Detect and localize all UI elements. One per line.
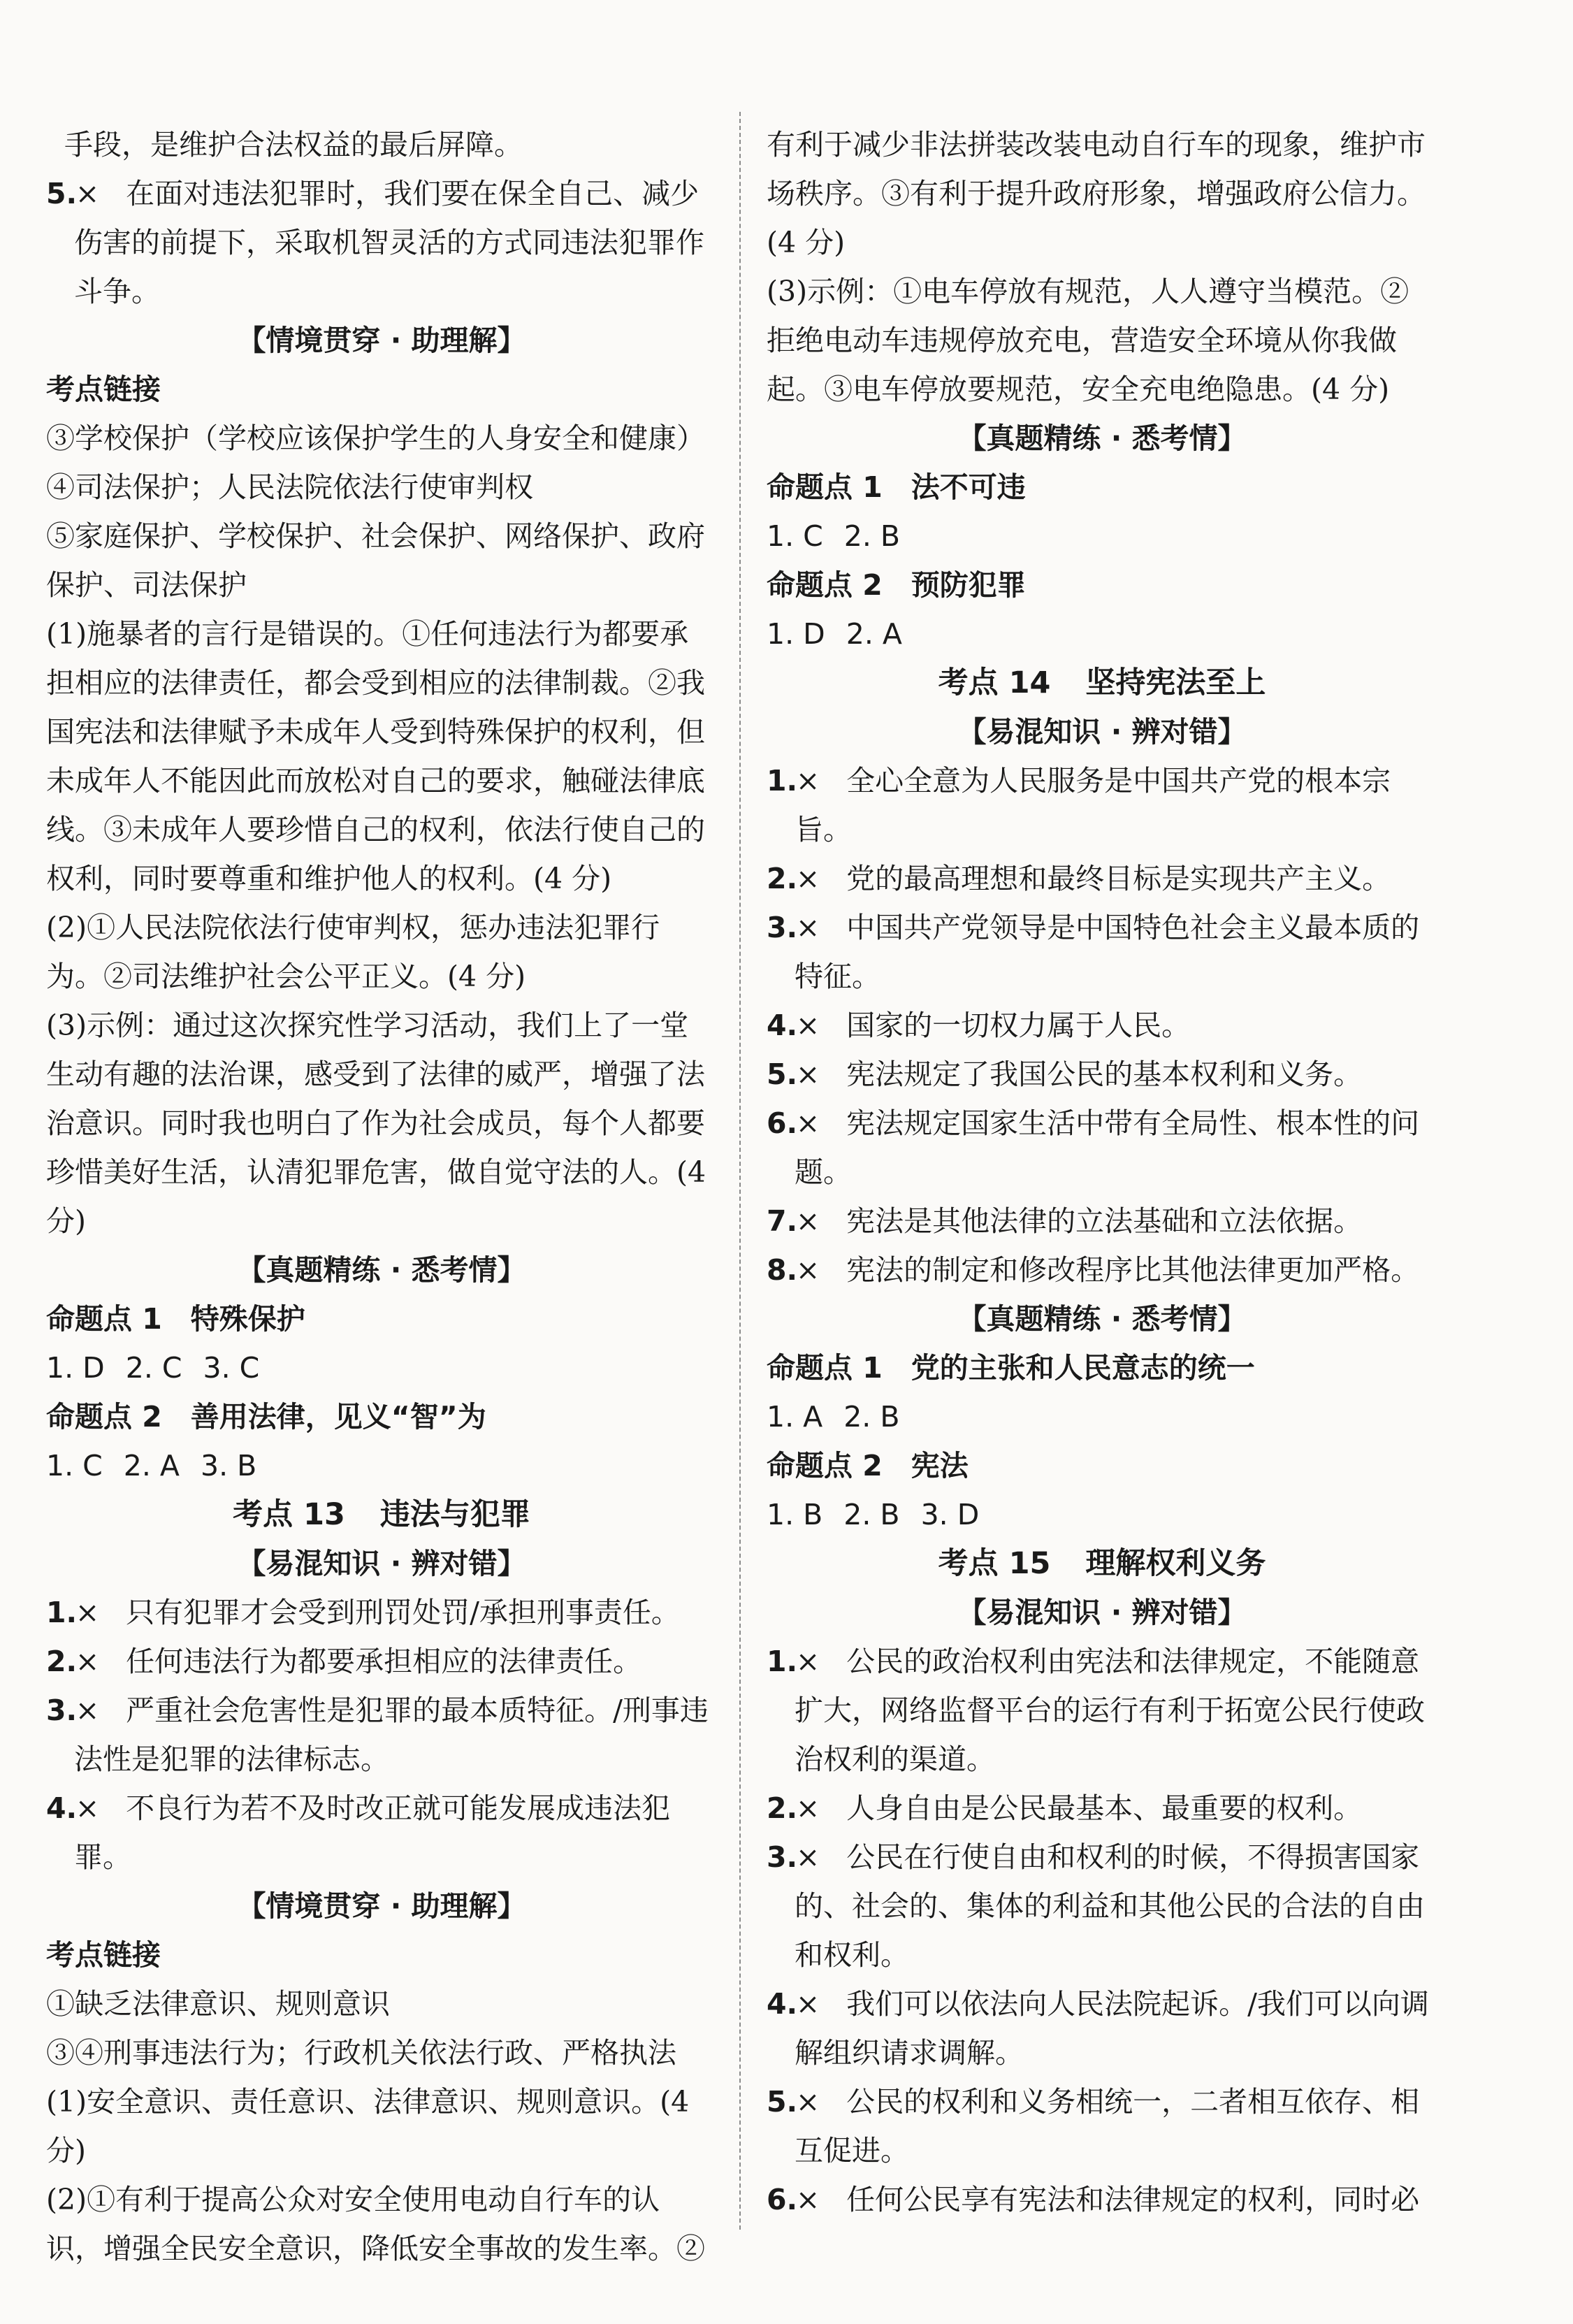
section-heading: 【真题精练 · 悉考情】: [237, 1253, 526, 1287]
text-paragraph: [767, 120, 1437, 267]
column-divider: [739, 112, 741, 2230]
topic-label: 命题点 1 党的主张和人民意志的统一: [767, 1351, 1255, 1385]
answer-choice: 2. C: [125, 1351, 182, 1385]
answer-choice: 3. B: [200, 1449, 257, 1482]
topic-label: 命题点 2 宪法: [767, 1449, 969, 1482]
answer-row: [767, 609, 1437, 658]
text-paragraph: [767, 267, 1437, 414]
wrong-mark: ×: [795, 1987, 820, 2021]
answer-item: [767, 756, 1437, 854]
item-number: 1.: [767, 764, 798, 797]
left-column: [46, 120, 717, 2273]
answer-choice: 2. B: [843, 1400, 900, 1434]
answer-choice: 2. B: [843, 519, 901, 553]
answer-item: [767, 1050, 1437, 1099]
answer-choice: 3. C: [203, 1351, 260, 1385]
answer-choice: 2. A: [123, 1449, 180, 1482]
topic-label: 命题点 2 善用法律，见义“智”为: [46, 1400, 486, 1434]
item-number: 4.: [46, 1791, 78, 1825]
text-paragraph: [46, 120, 717, 169]
wrong-mark: ×: [75, 1645, 100, 1678]
text-paragraph: [46, 1001, 717, 1246]
section-title: [767, 658, 1437, 707]
item-number: 2.: [767, 862, 798, 895]
item-text: 不良行为若不及时改正就可能发展成违法犯罪。: [74, 1791, 671, 1874]
item-text: 任何公民享有宪法和法律规定的权利，同时必: [846, 2183, 1420, 2216]
wrong-mark: ×: [795, 1840, 820, 1874]
text-paragraph: [46, 414, 717, 463]
wrong-mark: ×: [795, 2085, 820, 2119]
answer-item: [767, 1784, 1437, 1833]
item-text: 严重社会危害性是犯罪的最本质特征。/刑事违法性是犯罪的法律标志。: [74, 1694, 709, 1776]
wrong-mark: ×: [75, 1694, 100, 1727]
wrong-mark: ×: [795, 1058, 820, 1091]
item-number: 6.: [767, 2183, 798, 2216]
item-number: 2.: [46, 1645, 78, 1678]
wrong-mark: ×: [795, 1009, 820, 1042]
wrong-mark: ×: [75, 1791, 100, 1825]
answer-choice: 3. D: [920, 1498, 980, 1531]
answer-item: [46, 1588, 717, 1637]
item-number: 7.: [767, 1204, 798, 1238]
item-text: 党的最高理想和最终目标是实现共产主义。: [846, 862, 1391, 895]
wrong-mark: ×: [75, 1596, 100, 1629]
answer-choice: 1. B: [767, 1498, 823, 1531]
item-number: 3.: [46, 1694, 78, 1727]
wrong-mark: ×: [795, 1204, 820, 1238]
item-text: 公民在行使自由和权利的时候，不得损害国家的、社会的、集体的利益和其他公民的合法的自由和权利。: [795, 1840, 1425, 1972]
answer-item: [767, 903, 1437, 1001]
answer-row: [767, 1392, 1437, 1441]
answer-item: [767, 1637, 1437, 1784]
section-heading: 【易混知识 · 辨对错】: [237, 1547, 526, 1580]
wrong-mark: ×: [795, 911, 820, 944]
item-number: 4.: [767, 1987, 798, 2021]
section-heading: 【易混知识 · 辨对错】: [957, 1596, 1247, 1629]
answer-item: [767, 1833, 1437, 1979]
text-paragraph: [46, 2028, 717, 2077]
answer-row: [46, 1441, 717, 1490]
wrong-mark: ×: [795, 1645, 820, 1678]
wrong-mark: ×: [795, 1791, 820, 1825]
topic-label: 考点链接: [46, 1938, 161, 1972]
section-heading: 【情境贯穿 · 助理解】: [237, 324, 526, 357]
item-text: 宪法是其他法律的立法基础和立法依据。: [846, 1204, 1363, 1238]
section-name: 违法与犯罪: [379, 1497, 530, 1532]
item-number: 2.: [767, 1791, 798, 1825]
answer-row: [767, 1490, 1437, 1539]
topic-label: 考点链接: [46, 373, 161, 406]
section-title: [767, 1539, 1437, 1588]
wrong-mark: ×: [795, 764, 820, 797]
text-paragraph: [46, 512, 717, 609]
answer-item: [767, 854, 1437, 903]
item-text: 只有犯罪才会受到刑罚处罚/承担刑事责任。: [126, 1596, 680, 1629]
item-text: 中国共产党领导是中国特色社会主义最本质的特征。: [795, 911, 1420, 993]
paragraph-text: (1)安全意识、责任意识、法律意识、规则意识。(4 分): [46, 2085, 690, 2167]
item-number: 5.: [767, 1058, 798, 1091]
item-text: 任何违法行为都要承担相应的法律责任。: [126, 1645, 642, 1678]
answer-item: [767, 2175, 1437, 2224]
answer-row: [46, 1343, 717, 1392]
answer-item: [767, 1001, 1437, 1050]
topic-label: 命题点 1 特殊保护: [46, 1302, 305, 1336]
wrong-mark: ×: [795, 862, 820, 895]
paragraph-text: (1)施暴者的言行是错误的。①任何违法行为都要承担相应的法律责任，都会受到相应的法律制裁。②我国宪法和法律赋予未成年人受到特殊保护的权利，但未成年人不能因此而放松对自己的要求，触碰法律底线。③未成年人要珍惜自己的权利，依法行使自己的权利，同时要尊重和维护他人的权利。(4 分): [46, 617, 705, 895]
answer-row: [767, 512, 1437, 561]
section-number: 考点 14: [938, 665, 1051, 700]
section-name: 理解权利义务: [1085, 1546, 1266, 1581]
section-number: 考点 13: [233, 1497, 345, 1532]
item-text: 宪法的制定和修改程序比其他法律更加严格。: [846, 1253, 1420, 1287]
answer-item: [46, 1784, 717, 1882]
paragraph-text: ③④刑事违法行为；行政机关依法行政、严格执法: [46, 2036, 676, 2070]
topic-label: 命题点 1 法不可违: [767, 470, 1026, 504]
text-paragraph: [46, 1979, 717, 2028]
text-paragraph: [46, 463, 717, 512]
answer-choice: 2. A: [846, 617, 902, 651]
paragraph-text: 有利于减少非法拼装改装电动自行车的现象，维护市场秩序。③有利于提升政府形象，增强政府公信力。(4 分): [767, 128, 1426, 259]
wrong-mark: ×: [795, 1106, 820, 1140]
item-text: 在面对违法犯罪时，我们要在保全自己、减少伤害的前提下，采取机智灵活的方式同违法犯罪作斗争。: [74, 177, 704, 308]
answer-choice: 2. B: [843, 1498, 900, 1531]
item-number: 3.: [767, 911, 798, 944]
text-paragraph: [46, 2077, 717, 2175]
item-number: 6.: [767, 1106, 798, 1140]
section-heading: 【真题精练 · 悉考情】: [957, 1302, 1247, 1336]
answer-item: [46, 169, 717, 316]
topic-label: 命题点 2 预防犯罪: [767, 568, 1026, 602]
paragraph-text: (2)①人民法院依法行使审判权，惩办违法犯罪行为。②司法维护社会公平正义。(4 分): [46, 911, 660, 993]
paragraph-text: ①缺乏法律意识、规则意识: [46, 1987, 390, 2021]
item-text: 公民的政治权利由宪法和法律规定，不能随意扩大，网络监督平台的运行有利于拓宽公民行使政治权利的渠道。: [795, 1645, 1425, 1776]
answer-item: [46, 1637, 717, 1686]
paragraph-text: ④司法保护；人民法院依法行使审判权: [46, 470, 533, 504]
text-paragraph: [46, 2175, 717, 2273]
answer-choice: 1. C: [46, 1449, 103, 1482]
item-number: 4.: [767, 1009, 798, 1042]
item-number: 5.: [46, 177, 78, 210]
item-text: 宪法规定国家生活中带有全局性、根本性的问题。: [795, 1106, 1420, 1189]
answer-choice: 1. A: [767, 1400, 823, 1434]
section-name: 坚持宪法至上: [1085, 665, 1266, 700]
right-column: [767, 120, 1437, 2224]
item-number: 3.: [767, 1840, 798, 1874]
paragraph-text: (3)示例：①电车停放有规范，人人遵守当模范。②拒绝电动车违规停放充电，营造安全环境从你我做起。③电车停放要规范，安全充电绝隐患。(4 分): [767, 275, 1409, 406]
text-paragraph: [46, 609, 717, 903]
item-number: 8.: [767, 1253, 798, 1287]
answer-item: [767, 1246, 1437, 1294]
answer-choice: 1. D: [767, 617, 825, 651]
answer-choice: 1. C: [767, 519, 823, 553]
item-text: 公民的权利和义务相统一，二者相互依存、相互促进。: [795, 2085, 1420, 2167]
section-title: [46, 1490, 717, 1539]
answer-item: [46, 1686, 717, 1784]
section-heading: 【真题精练 · 悉考情】: [957, 421, 1247, 455]
item-text: 宪法规定了我国公民的基本权利和义务。: [846, 1058, 1363, 1091]
text-paragraph: [46, 903, 717, 1001]
answer-item: [767, 1197, 1437, 1246]
wrong-mark: ×: [795, 1253, 820, 1287]
paragraph-text: (3)示例：通过这次探究性学习活动，我们上了一堂生动有趣的法治课，感受到了法律的威严，增强了法治意识。同时我也明白了作为社会成员，每个人都要珍惜美好生活，认清犯罪危害，做自觉守法的人。(4 分): [46, 1009, 706, 1238]
item-text: 我们可以依法向人民法院起诉。/我们可以向调解组织请求调解。: [795, 1987, 1429, 2070]
answer-item: [767, 1979, 1437, 2077]
paragraph-text: ⑤家庭保护、学校保护、社会保护、网络保护、政府保护、司法保护: [46, 519, 705, 602]
answer-choice: 1. D: [46, 1351, 105, 1385]
item-number: 1.: [46, 1596, 78, 1629]
wrong-mark: ×: [75, 177, 100, 210]
section-heading: 【易混知识 · 辨对错】: [957, 715, 1247, 749]
item-number: 1.: [767, 1645, 798, 1678]
item-text: 全心全意为人民服务是中国共产党的根本宗旨。: [795, 764, 1391, 846]
paragraph-text: ③学校保护（学校应该保护学生的人身安全和健康）: [46, 421, 705, 455]
item-number: 5.: [767, 2085, 798, 2119]
section-number: 考点 15: [938, 1546, 1051, 1581]
answer-item: [767, 1099, 1437, 1197]
section-heading: 【情境贯穿 · 助理解】: [237, 1889, 526, 1923]
item-text: 国家的一切权力属于人民。: [846, 1009, 1191, 1042]
paragraph-text: (2)①有利于提高公众对安全使用电动自行车的认识，增强全民安全意识，降低安全事故的发生率。②: [46, 2183, 705, 2265]
wrong-mark: ×: [795, 2183, 820, 2216]
item-text: 人身自由是公民最基本、最重要的权利。: [846, 1791, 1363, 1825]
answer-item: [767, 2077, 1437, 2175]
paragraph-text: 手段，是维护合法权益的最后屏障。: [64, 128, 523, 161]
